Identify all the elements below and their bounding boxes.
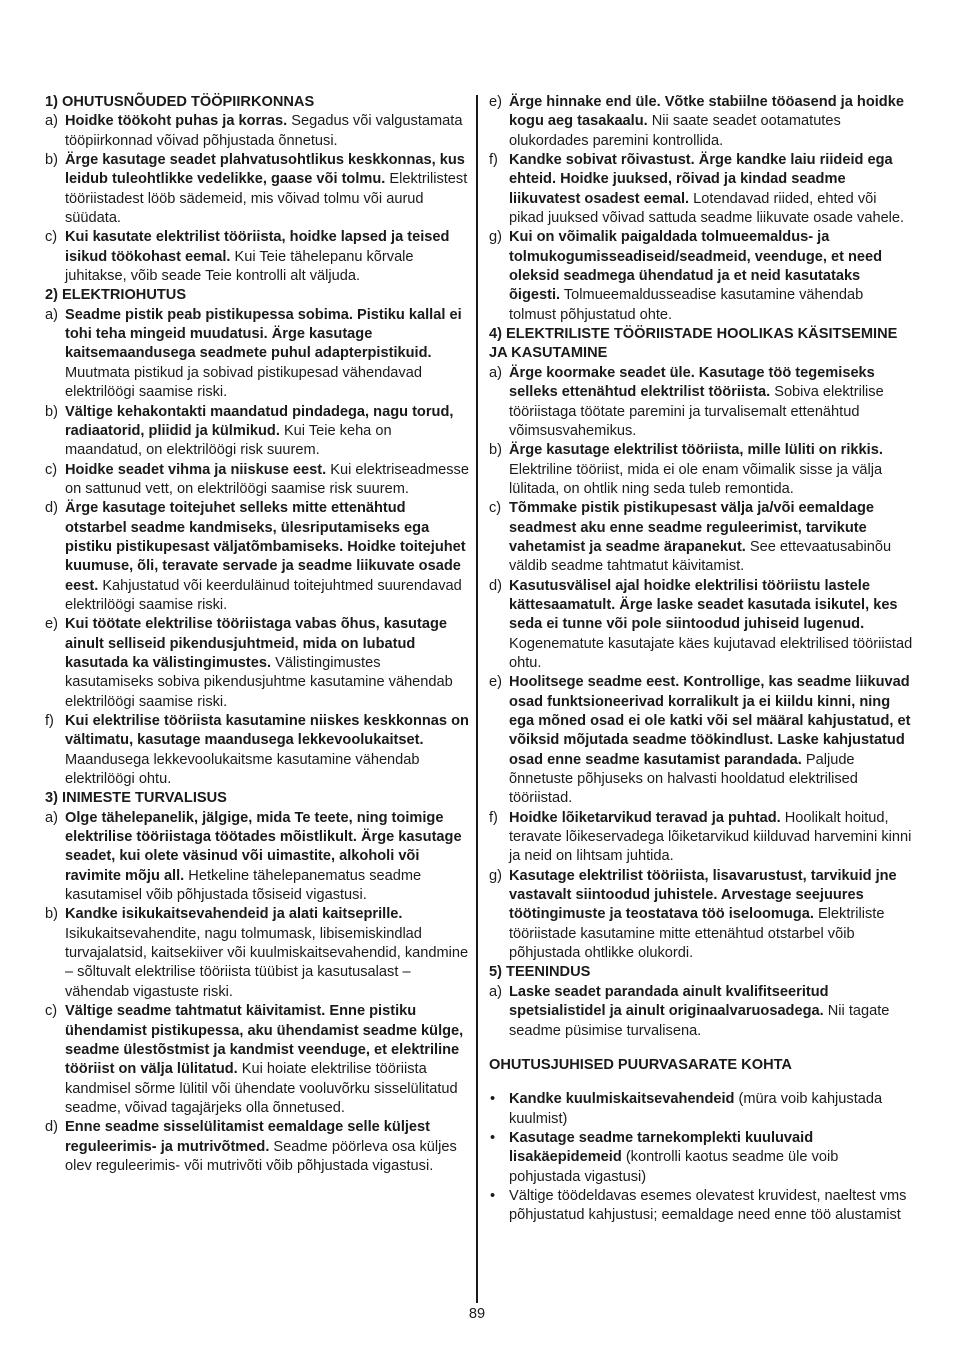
- list-item: [489, 809, 913, 867]
- item-text: Sobiva elektrilise tööriistaga töötate paremini ja turvalisemalt ettenähtud võimsusvahemikus.: [509, 384, 884, 439]
- item-bold-text: Hoidke lõiketarvikud teravad ja puhtad.: [509, 809, 781, 826]
- bullet-section-heading: OHUTUSJUHISED PUURVASARATE KOHTA: [489, 1056, 792, 1073]
- list-item: [489, 364, 913, 441]
- item-bold-text: Tõmmake pistik pistikupesast välja ja/või eemaldage seadmest aku enne seadme reguleerimist, tarvikute vahetamist ja seadme ärapanekut.: [509, 500, 875, 555]
- item-text: Nii saate seadet ootamatutes olukordades paremini kontrollida.: [509, 113, 841, 149]
- item-bold-text: Kasutusvälisel ajal hoidke elektrilisi tööriistu lastele kättesaamatult. Ärge laske seadet kasutada isikutel, kes seda ei tunne või pole siintoodud juhiseid lugenud.: [509, 577, 898, 633]
- item-bold-text: Ärge kasutage toitejuhet selleks mitte ettenähtud otstarbel seadme kandmiseks, ülesriputamiseks ega pistiku pistikupesast väljatõmbamiseks. Hoidke toitejuhet kuumuse, õli, teravate servade ja seadme liikuvate osade eest.: [65, 500, 466, 594]
- item-text: Muutmata pistikud ja sobivad pistikupesad vähendavad elektrilöögi saamise riski.: [65, 364, 422, 401]
- list-item: [45, 615, 469, 712]
- item-bold-text: Vältige seadme tahtmatut käivitamist. Enne pistiku ühendamist pistikupessa, aku ühendamist seadme külge, seadme ülestõstmist ja kandmist veenduge, et elektriline tööriist on välja lülitatud.: [65, 1003, 464, 1078]
- list-item: [489, 673, 913, 808]
- item-letter: b): [45, 403, 58, 420]
- bullet-text: (müra voib kahjustada kuulmist): [509, 1091, 883, 1127]
- item-text: Lotendavad riided, ehted või pikad juuksed võivad sattuda seadme liikuvate osade vahele.: [509, 190, 905, 227]
- list-item: [45, 712, 469, 789]
- bullet-bold-text: Kasutage seadme tarnekomplekti kuuluvaid lisakäepidemeid: [509, 1129, 814, 1166]
- item-letter: f): [45, 713, 54, 729]
- item-letter: e): [45, 616, 58, 633]
- item-text: Nii tagate seadme püsimise turvalisena.: [509, 1003, 890, 1039]
- item-letter: e): [489, 94, 502, 110]
- item-text: Hoolikalt hoitud, teravate lõikeservadega lõiketarvikud kiilduvad harvemini kinni ja neid on lihtsam juhtida.: [509, 809, 912, 865]
- item-bold-text: Kui elektrilise tööriista kasutamine niiskes keskkonnas on vältimatu, kasutage maandusega lekkevoolukaitset.: [65, 713, 469, 749]
- item-bold-text: Kandke sobivat rõivastust. Ärge kandke laiu riideid ega ehteid. Hoidke juuksed, rõivad ja kindad seadme liikuvatest osadest eemal.: [509, 152, 893, 207]
- item-bold-text: Olge tähelepanelik, jälgige, mida Te teete, ning toimige elektrilise tööriistaga töötades mõistlikult. Ärge kasutage seadet, kui olete väsinud või uimastite, alkoholi või ravimite mõju all.: [65, 809, 462, 884]
- left-column: [45, 93, 469, 1176]
- item-text: Kahjustatud või keerduläinud toitejuhtmed suurendavad elektrilöögi saamise riski.: [65, 577, 462, 613]
- item-letter: a): [489, 983, 502, 1000]
- item-letter: g): [489, 867, 502, 884]
- item-letter: e): [489, 674, 502, 691]
- item-bold-text: Hoidke seadet vihma ja niiskuse eest.: [65, 461, 327, 478]
- list-item: [45, 809, 469, 906]
- item-text: Kui Teie keha on maandatud, on elektrilöögi risk suurem.: [65, 422, 392, 459]
- bullet-item: [489, 1090, 913, 1129]
- list-item: [489, 93, 913, 151]
- item-text: Tolmueemaldusseadise kasutamine vähendab tolmust põhjustatud ohte.: [509, 287, 864, 323]
- list-item: [45, 461, 469, 500]
- item-bold-text: Kui on võimalik paigaldada tolmueemaldus- ja tolmukogumisseadiseid/seadmeid, veenduge, et need oleksid seadmega ühendatud ja et neid kasutataks õigesti.: [509, 229, 883, 304]
- list-item: [45, 403, 469, 461]
- item-bold-text: Hoidke töökoht puhas ja korras.: [65, 113, 288, 130]
- list-item: [45, 228, 469, 286]
- item-text: Kogenematute kasutajate käes kujutavad elektrilised tööriistad ohtu.: [509, 635, 913, 671]
- bullet-text: Vältige töödeldavas esemes olevatest kruvidest, naeltest vms põhjustatud kahjustusi; eemaldage need enne töö alustamist: [509, 1187, 907, 1224]
- item-text: Kui hoiate elektrilise tööriista kandmisel sõrme lülitil või ühendate vooluvõrku sisselülitatud seadme, võivad tagajärjeks olla õnnetused.: [65, 1061, 458, 1116]
- list-item: [489, 983, 913, 1041]
- section-heading: 4) ELEKTRILISTE TÖÖRIISTADE HOOLIKAS KÄSITSEMINE JA KASUTAMINE: [489, 326, 898, 362]
- list-item: [45, 1002, 469, 1118]
- item-bold-text: Ärge kasutage elektrilist tööriista, mille lüliti on rikkis.: [509, 442, 883, 459]
- item-bold-text: Ärge kasutage seadet plahvatusohtlikus keskkonnas, kus leidub tuleohtlikke vedelikke, gaase või tolmu.: [65, 152, 465, 188]
- right-column: [489, 93, 913, 1226]
- item-letter: a): [489, 364, 502, 381]
- list-item: [489, 867, 913, 964]
- item-bold-text: Kui töötate elektrilise tööriistaga vabas õhus, kasutage ainult selliseid pikendusjuhtmeid, mida on lubatud kasutada ka välistingimustes.: [65, 616, 447, 671]
- column-divider: [476, 95, 478, 1303]
- item-text: Isikukaitsevahendite, nagu tolmumask, libisemiskindlad turvajalatsid, kaitsekiiver või kuulmiskaitsevahendid, kandmine – sõltuvalt elektrilise tööriista tüübist ja kasutusalast – vähendab vigastuste riski.: [65, 925, 469, 1000]
- list-item: [489, 228, 913, 325]
- item-letter: c): [45, 1003, 58, 1020]
- list-item: [489, 499, 913, 576]
- item-bold-text: Kui kasutate elektrilist tööriista, hoidke lapsed ja teised isikud töökohast eemal.: [65, 229, 450, 265]
- item-bold-text: Kasutage elektrilist tööriista, lisavarustust, tarvikuid jne vastavalt siintoodud juhistele. Arvestage seejuures töötingimuste ja teostatava töö iseloomuga.: [509, 867, 897, 923]
- item-text: Elektrilistest tööriistadest lööb sädemeid, mis võivad tolmu või aurud süüdata.: [65, 171, 468, 227]
- list-item: [45, 905, 469, 1002]
- list-item: [45, 306, 469, 403]
- item-letter: f): [489, 809, 498, 826]
- item-bold-text: Vältige kehakontakti maandatud pindadega, nagu torud, radiaatorid, pliidid ja külmikud.: [65, 403, 454, 439]
- item-bold-text: Enne seadme sisselülitamist eemaldage selle küljest reguleerimis- ja mutrivõtmed.: [65, 1119, 431, 1155]
- section-heading: 2) ELEKTRIOHUTUS: [45, 287, 187, 304]
- item-bold-text: Seadme pistik peab pistikupessa sobima. Pistiku kallal ei tohi teha mingeid muudatusi. Ärge kasutage kaitsemaandusega seadmete puhul adapterpistikuid.: [65, 306, 462, 362]
- item-text: Paljude õnnetuste põhjuseks on halvasti hooldatud elektrilised tööriistad.: [509, 751, 858, 807]
- list-item: [45, 112, 469, 151]
- item-letter: c): [45, 229, 58, 246]
- bullet-icon: •: [490, 1091, 496, 1108]
- list-item: [45, 1118, 469, 1176]
- item-text: Elektriliste tööriistade kasutamine mitte ettenähtud otstarbel võib põhjustada ohtlikke olukordi.: [509, 906, 885, 962]
- item-letter: b): [45, 906, 58, 923]
- item-text: See ettevaatusabinõu väldib seadme tahtmatut käivitamist.: [509, 538, 892, 575]
- item-letter: b): [45, 152, 58, 169]
- item-text: Hetkeline tähelepanematus seadme kasutamisel võib põhjustada tõsiseid vigastusi.: [65, 867, 422, 904]
- bullet-item: [489, 1187, 913, 1226]
- item-bold-text: Ärge hinnake end üle. Võtke stabiilne tööasend ja hoidke kogu aeg tasakaalu.: [509, 94, 904, 130]
- list-item: [489, 151, 913, 228]
- item-text: Maandusega lekkevoolukaitsme kasutamine vähendab elektrilöögi ohtu.: [65, 751, 420, 788]
- item-text: Kui Teie tähelepanu kõrvale juhitakse, võib seade Teie kontrolli alt väljuda.: [65, 248, 414, 285]
- item-letter: d): [45, 1119, 58, 1136]
- item-letter: d): [45, 500, 58, 517]
- bullet-text: (kontrolli kaotus seadme üle voib pohjustada vigastusi): [509, 1149, 839, 1185]
- item-text: Välistingimustes kasutamiseks sobiva pikendusjuhtme kasutamine vähendab elektrilöögi saamise riski.: [65, 654, 453, 710]
- item-text: Kui elektriseadmesse on sattunud vett, on elektrilöögi saamise risk suurem.: [65, 461, 469, 497]
- bullet-item: [489, 1129, 913, 1187]
- item-letter: a): [45, 113, 58, 130]
- item-letter: d): [489, 577, 502, 594]
- item-letter: g): [489, 229, 502, 246]
- item-letter: a): [45, 809, 58, 826]
- item-bold-text: Ärge koormake seadet üle. Kasutage töö tegemiseks selleks ettenähtud elektrilist tööriista.: [509, 364, 875, 401]
- page-number: 89: [468, 1306, 486, 1322]
- list-item: [489, 577, 913, 674]
- section-heading: 5) TEENINDUS: [489, 964, 591, 981]
- bullet-icon: •: [490, 1187, 496, 1204]
- item-letter: a): [45, 306, 58, 323]
- list-item: [45, 151, 469, 228]
- item-bold-text: Laske seadet parandada ainult kvalifitseeritud spetsialistidel ja ainult originaalvaruosadega.: [509, 983, 829, 1020]
- item-text: Seadme pöörleva osa küljes olev reguleerimis- või mutrivõti võib põhjustada vigastusi.: [65, 1138, 457, 1174]
- section-heading: 3) INIMESTE TURVALISUS: [45, 790, 227, 807]
- item-letter: c): [45, 461, 58, 478]
- item-text: Elektriline tööriist, mida ei ole enam võimalik sisse ja välja lülitada, on ohtlik ning seda tuleb remontida.: [509, 461, 883, 497]
- list-item: [489, 441, 913, 499]
- item-letter: c): [489, 500, 502, 517]
- item-letter: b): [489, 442, 502, 459]
- item-letter: f): [489, 152, 498, 169]
- item-bold-text: Kandke isikukaitsevahendeid ja alati kaitseprille.: [65, 906, 403, 923]
- bullet-bold-text: Kandke kuulmiskaitsevahendeid: [509, 1091, 735, 1108]
- bullet-icon: •: [490, 1129, 496, 1146]
- list-item: [45, 499, 469, 615]
- item-text: Segadus või valgustamata tööpiirkonnad võivad põhjustada õnnetusi.: [65, 113, 463, 149]
- item-bold-text: Hoolitsege seadme eest. Kontrollige, kas seadme liikuvad osad funktsioneerivad korralikult ja ei kiildu kinni, ning ega mõned osad ei ole katki või sel määral kahjustatud, et võiksid mõjutada seadme töökindlust. Laske kahjustatud osad enne seadme kasutamist parandada.: [509, 674, 911, 768]
- section-heading: 1) OHUTUSNÕUDED TÖÖPIIRKONNAS: [45, 94, 315, 110]
